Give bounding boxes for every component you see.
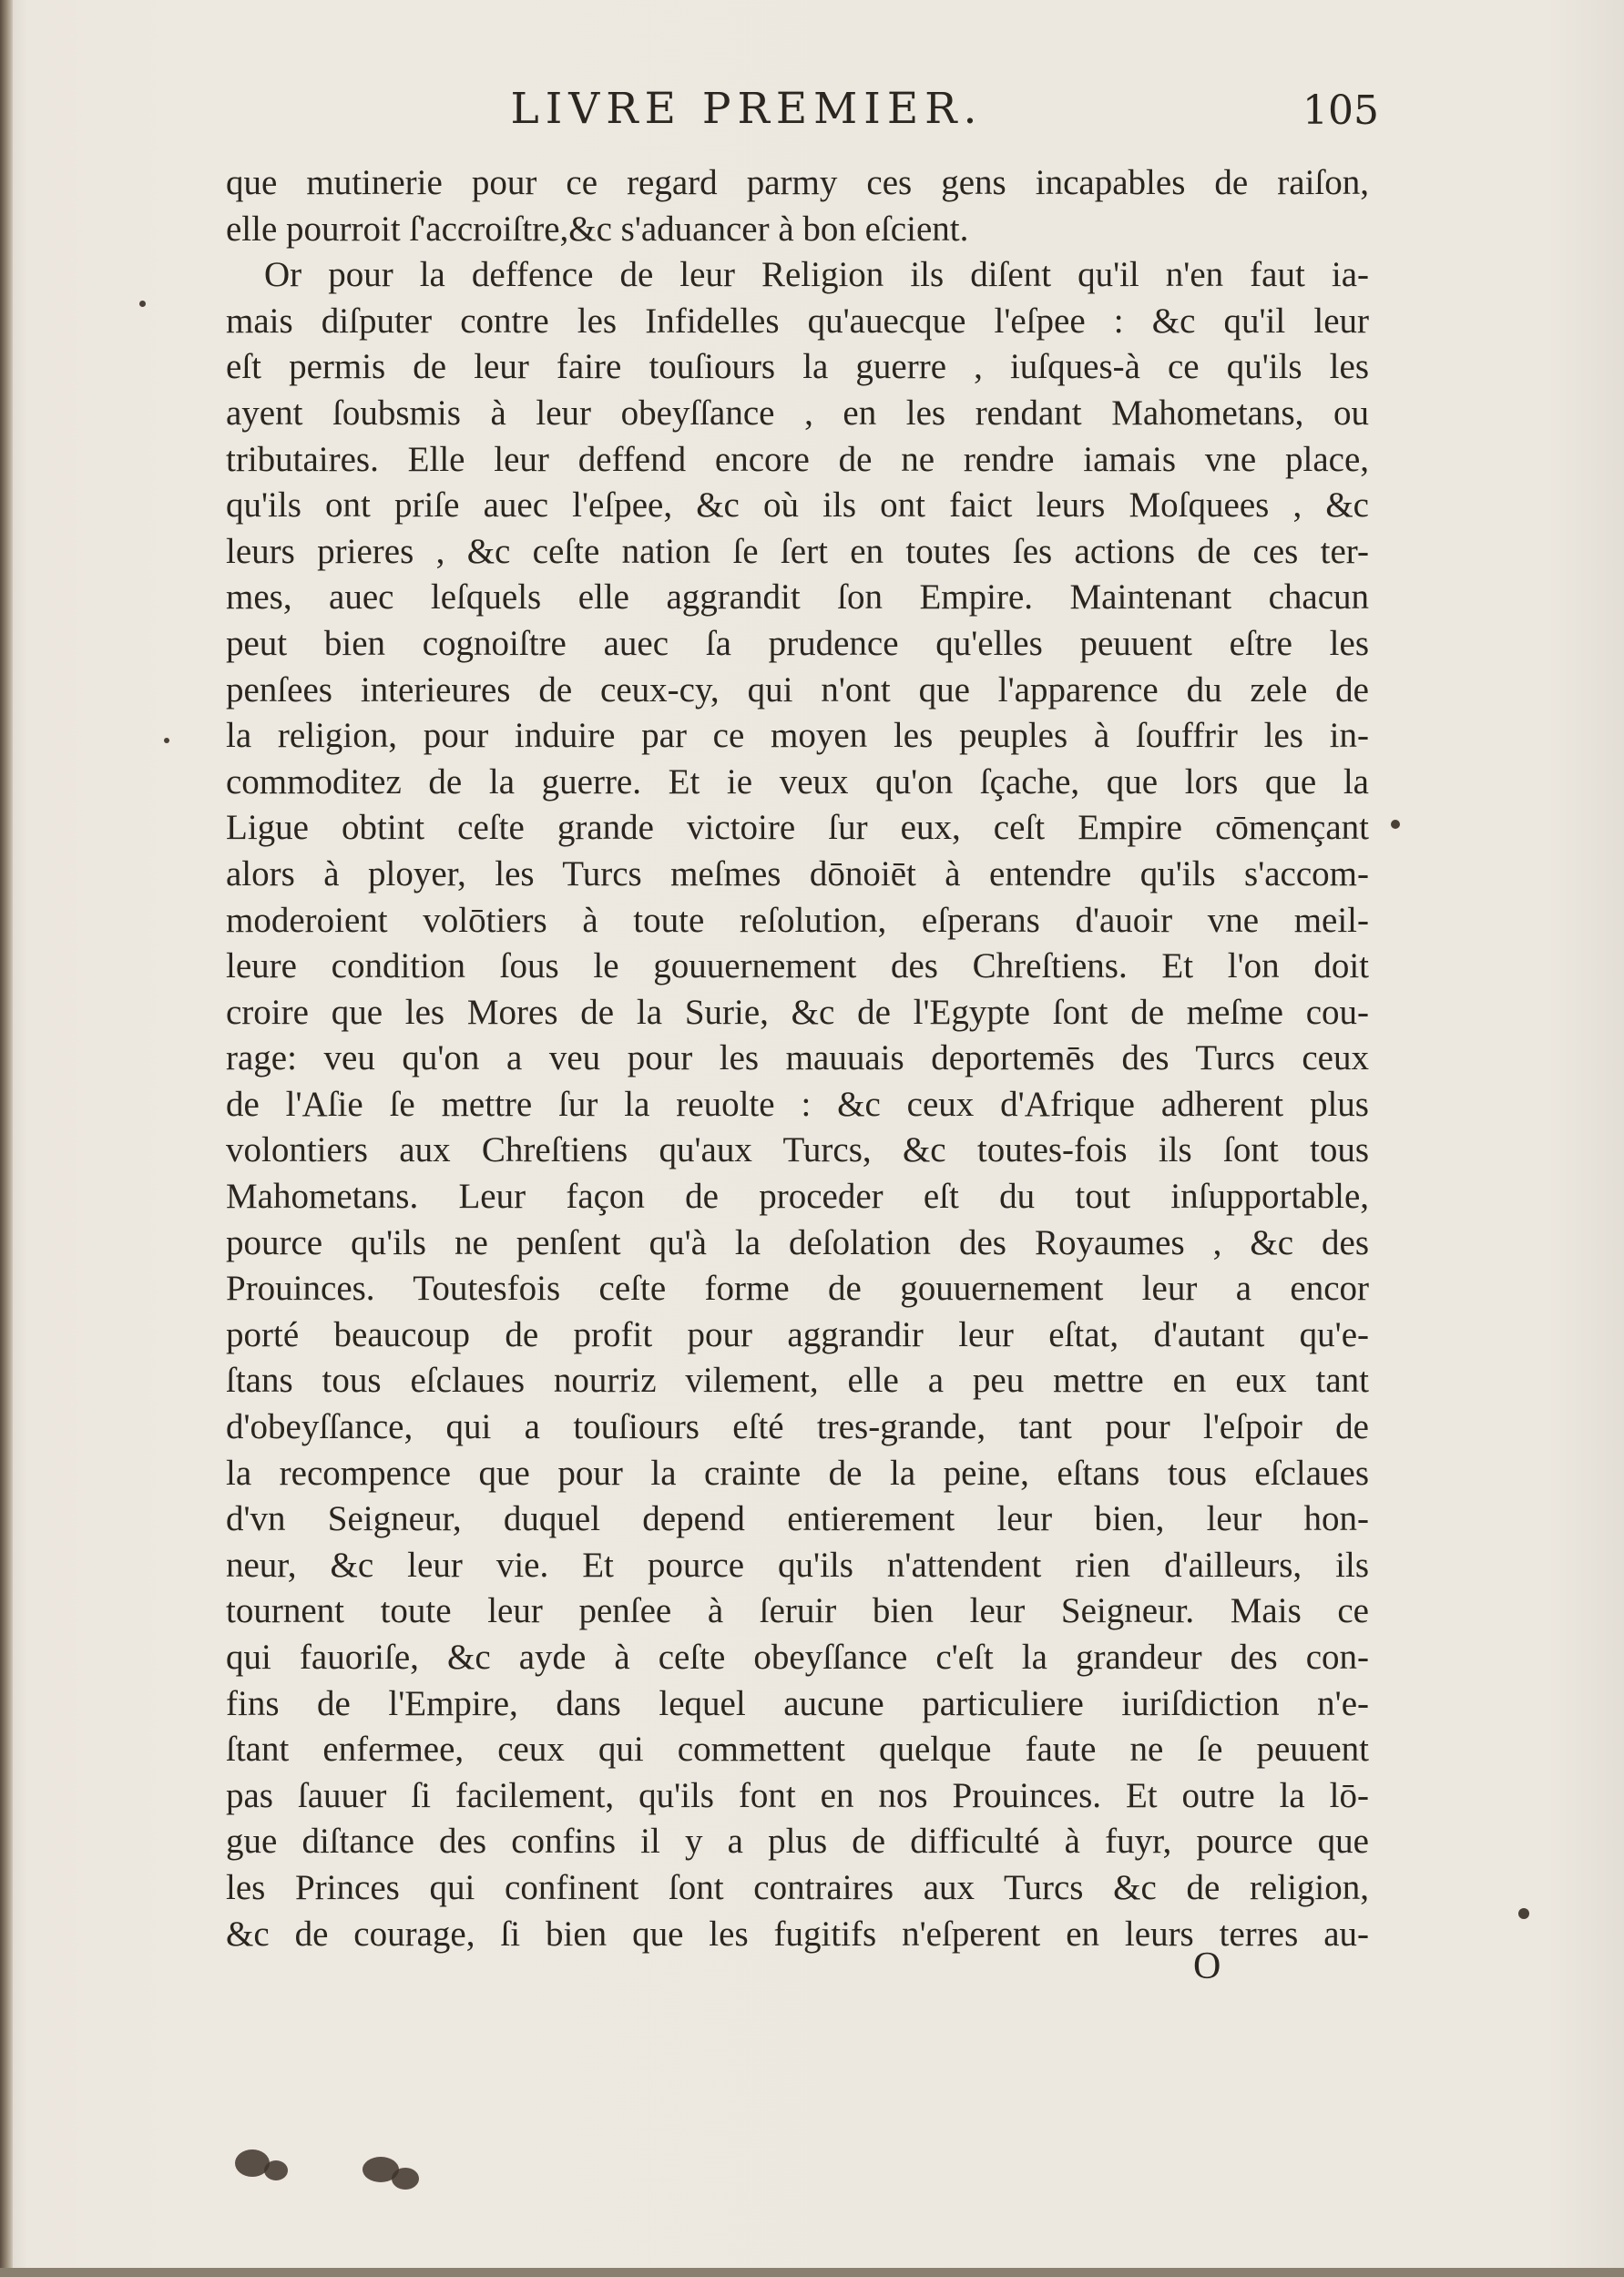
- text-line: alors à ployer, les Turcs meſmes dōnoiēt à entendre qu'ils s'accom-: [226, 853, 1369, 893]
- text-line: penſees interieures de ceux-cy, qui n'ont que l'apparence du zele de: [226, 669, 1369, 710]
- text-line: d'vn Seigneur, duquel depend entierement leur bien, leur hon-: [226, 1499, 1369, 1539]
- text-line: qu'ils ont priſe auec l'eſpee, &c où ils ont faict leurs Moſquees , &c: [226, 485, 1369, 526]
- signature-mark: O: [1193, 1945, 1221, 1987]
- page-header: [0, 84, 1624, 148]
- ink-stain: [264, 2160, 288, 2180]
- text-line: leurs prieres , &c ceſte nation ſe ſert en toutes ſes actions de ces ter-: [226, 531, 1369, 571]
- text-line: ſtans tous eſclaues nourriz vilement, elle a peu mettre en eux tant: [226, 1361, 1369, 1401]
- text-line: rage: veu qu'on a veu pour les mauuais deportemēs des Turcs ceux: [226, 1038, 1369, 1078]
- text-line: qui fauoriſe, &c ayde à ceſte obeyſſance c'eſt la grandeur des con-: [226, 1638, 1369, 1677]
- text-line: tournent toute leur penſee à ſeruir bien leur Seigneur. Mais ce: [226, 1591, 1369, 1631]
- text-line: peut bien cognoiſtre auec ſa prudence qu'elles peuuent eſtre les: [226, 623, 1369, 663]
- running-title: LIVRE PREMIER.: [510, 84, 984, 134]
- text-line: Or pour la deffence de leur Religion ils diſent qu'il n'en faut ia-: [264, 255, 1369, 295]
- text-line: pource qu'ils ne penſent qu'à la deſolation des Royaumes , &c des: [226, 1222, 1369, 1262]
- ink-speck: [164, 738, 169, 743]
- ink-speck: [1391, 820, 1400, 829]
- text-line: commoditez de la guerre. Et ie veux qu'on ſçache, que lors que la: [226, 761, 1369, 802]
- ink-speck: [139, 301, 146, 307]
- text-line: elle pourroit ſ'accroiſtre,&c s'aduancer à bon eſcient.: [226, 209, 969, 249]
- ink-speck: [1518, 1908, 1529, 1919]
- text-line: la religion, pour induire par ce moyen les peuples à ſouffrir les in-: [226, 716, 1369, 756]
- body-text: [226, 160, 1369, 1957]
- text-line: &c de courage, ſi bien que les fugitifs n'eſperent en leurs terres au-: [226, 1914, 1369, 1954]
- text-line: Prouinces. Toutesfois ceſte forme de gouuernement leur a encor: [226, 1269, 1369, 1309]
- page-number: 105: [1302, 87, 1379, 134]
- text-line: ſtant enfermee, ceux qui commettent quelque faute ne ſe peuuent: [226, 1730, 1369, 1770]
- text-line: mais diſputer contre les Infidelles qu'auecque l'eſpee : &c qu'il leur: [226, 301, 1369, 341]
- text-line: les Princes qui confinent ſont contraires aux Turcs &c de religion,: [226, 1867, 1369, 1907]
- text-line: ayent ſoubsmis à leur obeyſſance , en les rendant Mahometans, ou: [226, 393, 1369, 433]
- text-line: mes, auec leſquels elle aggrandit ſon Empire. Maintenant chacun: [226, 577, 1369, 618]
- ink-stain: [392, 2168, 419, 2190]
- page-bottom-edge: [0, 2268, 1624, 2277]
- text-line: fins de l'Empire, dans lequel aucune particuliere iuriſdiction n'e-: [226, 1683, 1369, 1723]
- text-line: Ligue obtint ceſte grande victoire ſur eux, ceſt Empire cōmençant: [226, 808, 1369, 848]
- text-line: eſt permis de leur faire touſiours la guerre , iuſques-à ce qu'ils les: [226, 347, 1369, 387]
- text-line: gue diſtance des confins il y a plus de difficulté à fuyr, pource que: [226, 1822, 1369, 1862]
- book-spine-shadow: [0, 0, 13, 2277]
- text-line: Mahometans. Leur façon de proceder eſt du tout inſupportable,: [226, 1177, 1369, 1217]
- text-line: pas ſauuer ſi facilement, qu'ils font en nos Prouinces. Et outre la lō-: [226, 1775, 1369, 1815]
- text-line: porté beaucoup de profit pour aggrandir leur eſtat, d'autant qu'e-: [226, 1314, 1369, 1354]
- text-line: d'obeyſſance, qui a touſiours eſté tres-grande, tant pour l'eſpoir de: [226, 1407, 1369, 1447]
- text-line: moderoient volōtiers à toute reſolution, eſperans d'auoir vne meil-: [226, 900, 1369, 940]
- text-line: neur, &c leur vie. Et pource qu'ils n'attendent rien d'ailleurs, ils: [226, 1545, 1369, 1585]
- text-line: croire que les Mores de la Surie, &c de l'Egypte ſont de meſme cou-: [226, 992, 1369, 1032]
- text-line: que mutinerie pour ce regard parmy ces gens incapables de raiſon,: [226, 163, 1369, 202]
- text-line: la recompence que pour la crainte de la peine, eſtans tous eſclaues: [226, 1453, 1369, 1493]
- text-line: tributaires. Elle leur deffend encore de ne rendre iamais vne place,: [226, 439, 1369, 479]
- text-line: leure condition ſous le gouuernement des Chreſtiens. Et l'on doit: [226, 946, 1369, 986]
- text-line: volontiers aux Chreſtiens qu'aux Turcs, &c toutes-fois ils ſont tous: [226, 1130, 1369, 1170]
- text-line: de l'Aſie ſe mettre ſur la reuolte : &c ceux d'Afrique adherent plus: [226, 1084, 1369, 1124]
